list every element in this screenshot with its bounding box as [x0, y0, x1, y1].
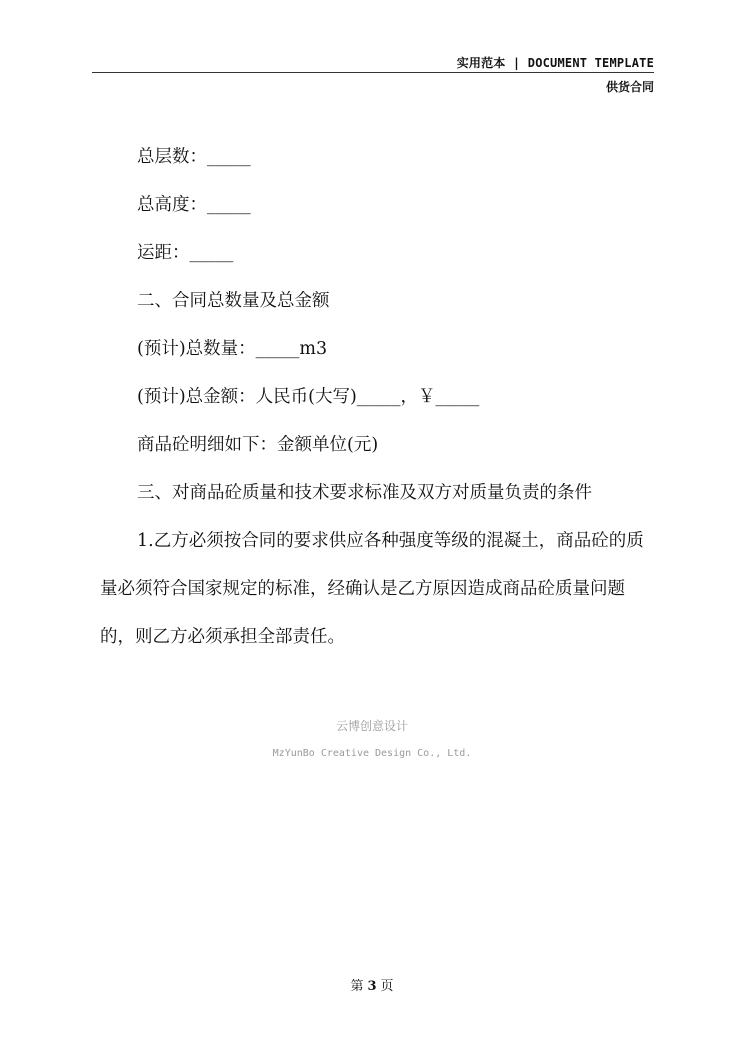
field-total-floors: 总层数：_____: [137, 147, 251, 167]
page-number-value: 3: [367, 979, 377, 994]
page-suffix: 页: [380, 979, 394, 994]
concrete-detail-note: 商品砼明细如下：金额单位(元): [137, 435, 379, 455]
section-heading-3: 三、对商品砼质量和技术要求标准及双方对质量负责的条件: [137, 483, 592, 503]
field-haul-distance: 运距：_____: [137, 243, 234, 263]
field-total-height: 总高度：_____: [137, 195, 251, 215]
field-estimated-quantity: (预计)总数量：_____m3: [137, 339, 328, 359]
header-subtitle: 供货合同: [605, 80, 654, 94]
header-divider: [92, 72, 654, 73]
section-heading-2: 二、合同总数量及总金额: [137, 291, 330, 311]
field-estimated-amount: (预计)总金额：人民币(大写)_____，￥_____: [137, 387, 480, 407]
page-number: [0, 975, 744, 994]
footer-company: MzYunBo Creative Design Co., Ltd.: [272, 748, 472, 759]
footer-brand: 云博创意设计: [335, 719, 408, 733]
page-prefix: 第: [350, 979, 364, 994]
clause-1-paragraph: 1.乙方必须按合同的要求供应各种强度等级的混凝土，商品砼的质量必须符合国家规定的标准，经确认是乙方原因造成商品砼质量问题的，则乙方必须承担全部责任。: [100, 531, 644, 647]
header-title: 实用范本 | DOCUMENT TEMPLATE: [456, 56, 654, 70]
